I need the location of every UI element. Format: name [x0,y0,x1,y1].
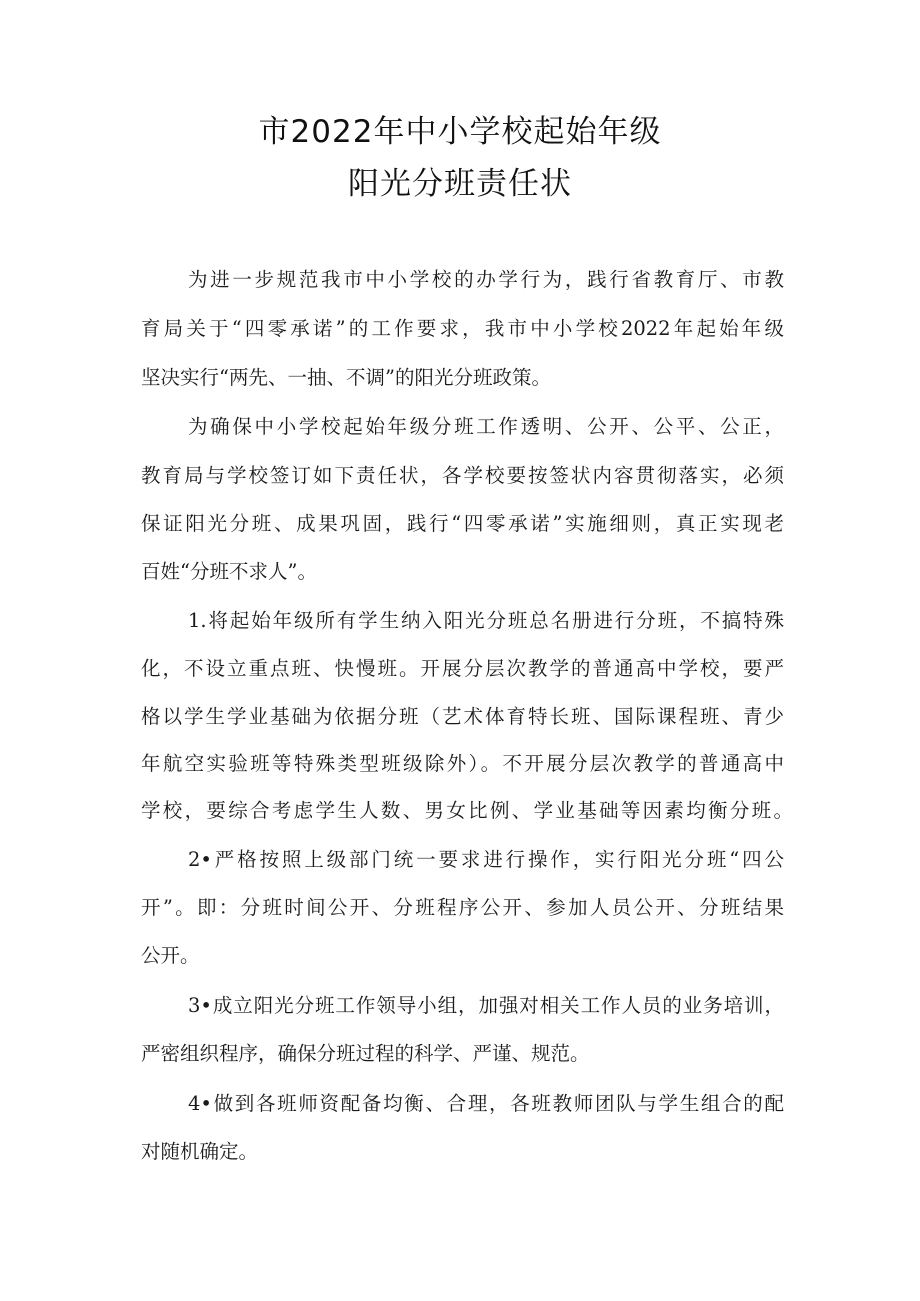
paragraph-6-line-2: 对随机确定。 [141,1140,259,1163]
paragraph-2-line-4: 百姓“分班不求人”。 [141,560,317,583]
paragraph-3-line-1: 1.将起始年级所有学生纳入阳光分班总名册进行分班，不搞特殊 [188,609,784,632]
document-title-line2: 阳光分班责任状 [348,166,572,202]
paragraph-4-line-3: 公开。 [141,944,200,967]
paragraph-1-line-2: 育局关于“四零承诺”的工作要求，我市中小学校2022年起始年级 [141,317,784,340]
paragraph-2-line-1: 为确保中小学校起始年级分班工作透明、公开、公平、公正， [188,415,784,438]
paragraph-2-line-3: 保证阳光分班、成果巩固，践行“四零承诺”实施细则，真正实现老 [141,512,784,535]
paragraph-4-line-2: 开”。即：分班时间公开、分班程序公开、参加人员公开、分班结果 [141,896,784,919]
paragraph-1-line-3: 坚决实行“两先、一抽、不调”的阳光分班政策。 [141,366,551,389]
paragraph-6-line-1: 4•做到各班师资配备均衡、合理，各班教师团队与学生组合的配 [188,1092,784,1115]
paragraph-5-line-2: 严密组织程序，确保分班过程的科学、严谨、规范。 [141,1042,590,1065]
paragraph-3-line-5: 学校，要综合考虑学生人数、男女比例、学业基础等因素均衡分班。 [141,799,793,822]
paragraph-5-line-1: 3•成立阳光分班工作领导小组，加强对相关工作人员的业务培训， [188,994,784,1017]
paragraph-3-line-3: 格以学生学业基础为依据分班（艺术体育特长班、国际课程班、青少 [141,705,784,728]
document-title-line1: 市2022年中小学校起始年级 [258,114,662,150]
paragraph-2-line-2: 教育局与学校签订如下责任状，各学校要按签状内容贯彻落实，必须 [141,464,784,487]
paragraph-4-line-1: 2•严格按照上级部门统一要求进行操作，实行阳光分班“四公 [188,848,784,871]
paragraph-3-line-2: 化，不设立重点班、快慢班。开展分层次教学的普通高中学校，要严 [141,657,784,680]
paragraph-3-line-4: 年航空实验班等特殊类型班级除外）。不开展分层次教学的普通高中 [141,752,784,775]
paragraph-1-line-1: 为进一步规范我市中小学校的办学行为，践行省教育厅、市教 [188,268,784,291]
